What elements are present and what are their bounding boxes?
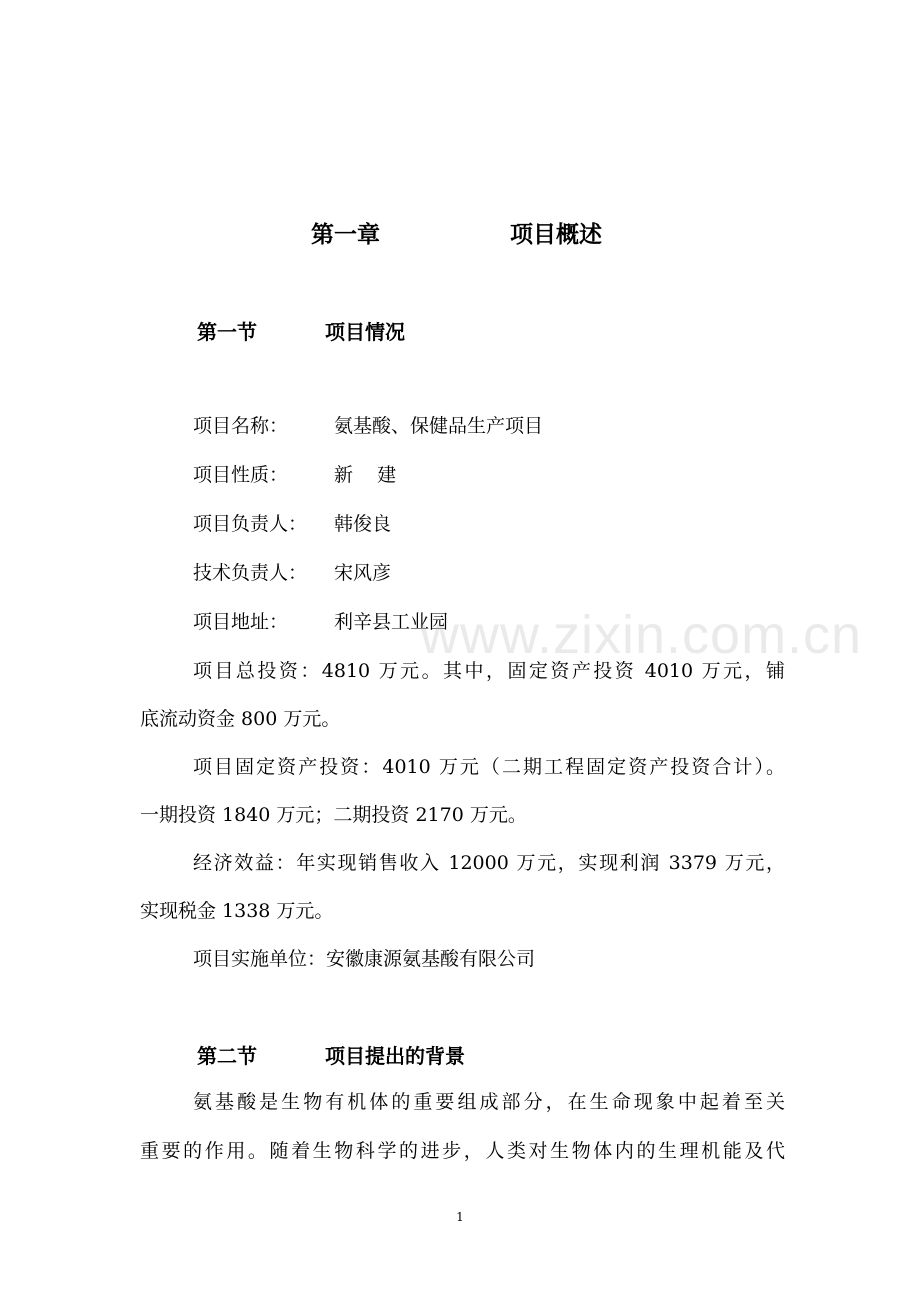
field-value-nature: 新 建 xyxy=(334,464,397,486)
field-label-nature: 项目性质： xyxy=(193,464,289,486)
benefit-line-2: 实现税金 1338 万元。 xyxy=(140,900,334,922)
background-para-line-2: 重要的作用。随着生物科学的进步，人类对生物体内的生理机能及代 xyxy=(140,1140,785,1162)
field-label-tech-leader: 技术负责人： xyxy=(193,562,308,584)
field-value-tech-leader: 宋风彦 xyxy=(334,562,392,584)
field-label-leader: 项目负责人： xyxy=(193,513,308,535)
section1-number: 第一节 xyxy=(197,320,257,344)
section2-title: 项目提出的背景 xyxy=(325,1044,465,1068)
section1-title: 项目情况 xyxy=(325,320,405,344)
investment-line-1: 项目总投资：4810 万元。其中，固定资产投资 4010 万元，铺 xyxy=(193,660,785,682)
page-number: 1 xyxy=(456,1210,464,1224)
investment-line-2: 底流动资金 800 万元。 xyxy=(140,708,341,730)
field-label-address: 项目地址： xyxy=(193,611,289,633)
field-value-name: 氨基酸、保健品生产项目 xyxy=(334,415,544,437)
fixed-assets-line-2: 一期投资 1840 万元；二期投资 2170 万元。 xyxy=(140,804,527,826)
watermark: www.zixin.com.cn xyxy=(420,605,863,665)
background-para-line-1: 氨基酸是生物有机体的重要组成部分，在生命现象中起着至关 xyxy=(193,1091,785,1113)
chapter-number: 第一章 xyxy=(311,222,380,248)
section2-number: 第二节 xyxy=(197,1044,257,1068)
field-value-leader: 韩俊良 xyxy=(334,513,392,535)
field-label-name: 项目名称： xyxy=(193,415,289,437)
field-value-address: 利辛县工业园 xyxy=(334,611,449,633)
chapter-title: 项目概述 xyxy=(510,222,602,248)
fixed-assets-line-1: 项目固定资产投资：4010 万元（二期工程固定资产投资合计）。 xyxy=(193,756,785,778)
implementer-line: 项目实施单位：安徽康源氨基酸有限公司 xyxy=(193,948,536,970)
benefit-line-1: 经济效益：年实现销售收入 12000 万元，实现利润 3379 万元， xyxy=(193,852,785,874)
